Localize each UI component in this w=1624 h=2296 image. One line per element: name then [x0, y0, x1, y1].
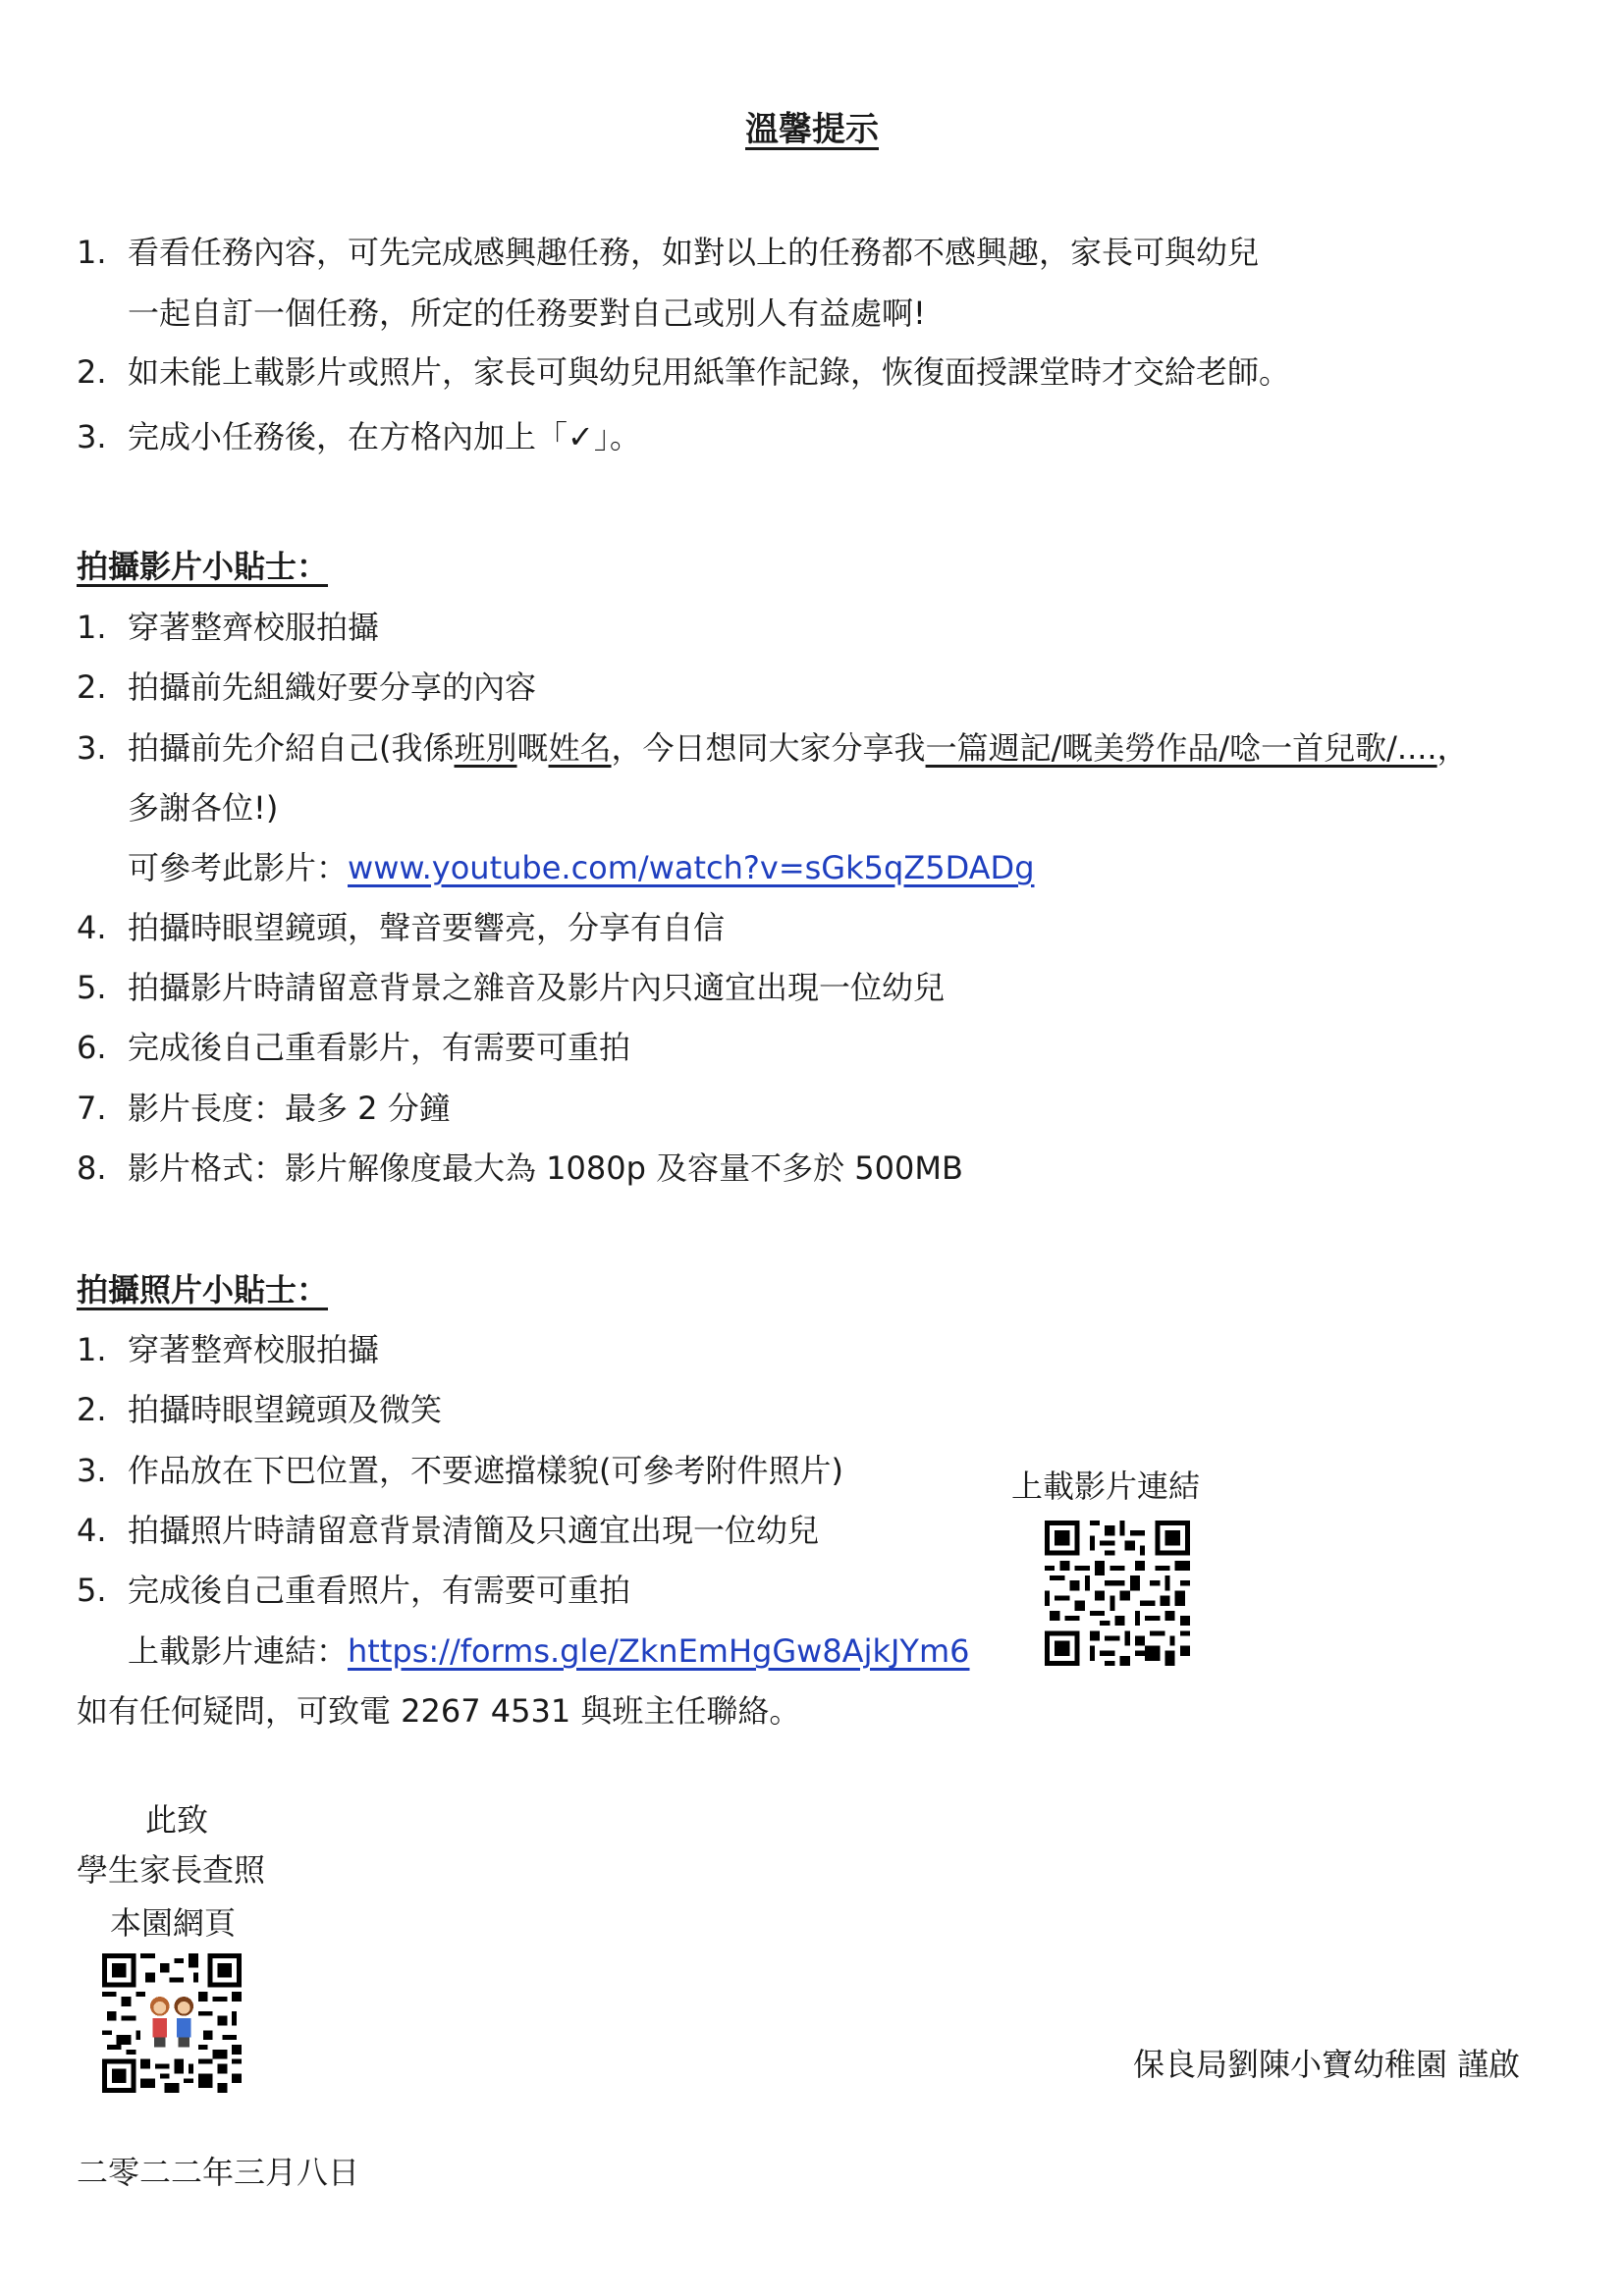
qr-upload-label: 上載影片連結 — [1011, 1468, 1201, 1505]
page-title: 溫馨提示 — [745, 110, 879, 149]
youtube-link[interactable]: www.youtube.com/watch?v=sGk5qZ5DADg — [348, 849, 1035, 886]
letter-page: 溫馨提示 1. 看看任務內容，可先完成感興趣任務，如對以上的任務都不感興趣，家長可與幼兒 一起自訂一個任務，所定的任務要對自己或別人有益處啊! 2. 如未能上載影片或照片，家長可與幼兒用紙筆作記錄，恢復面授課堂時才交給老師。 3. 完成小任務後，在方格內加上「✓」。 拍攝影片小貼士： 1. 穿著整齊校服拍攝 2. 拍攝前先組織好要分享的內容 3. 拍攝前先介紹自己(我係班別嘅姓名，今日想同大家分享我一篇週記/嘅美勞作品/唸一首兒歌/....， 多謝各位!) 可參考此影片：www.youtube.com/watch?v=sGk5qZ5DADg 4. 拍攝時眼望鏡頭，聲音要響亮，分享有自信 5. 拍攝影片時請留意背景之雜音及影片內只適宜出現一位幼兒 6. 完成後自己重看影片，有需要可重拍 7. 影片長度：最多 2 分鐘 8. 影片格式：影片解像度最大為 1080p 及容量不多於 500MB 拍攝照片小貼士： 1. 穿著整齊校服拍攝 2. 拍攝時眼望鏡頭及微笑 3. 作品放在下巴位置，不要遮擋樣貌(可參考附件照片) 4. 拍攝照片時請留意背景清簡及只適宜出現一位幼兒 5. 完成後自己重看照片，有需要可重拍 上載影片連結：https://forms.gle/ZknEmHgGw8AjkJYm6 如有任何疑問，可致電 2267 4531 與班主任聯絡。 上載影片連結 此致 學生家長查照 本園網頁 保良局劉陳小寶幼稚園 謹啟 二零二二年三月八日 — [0, 0, 1624, 2296]
webpage-label: 本園網頁 — [110, 1904, 237, 1942]
webpage-qr-code[interactable] — [102, 1953, 242, 2093]
upload-qr-code[interactable] — [1045, 1521, 1190, 1666]
photo-tips-heading: 拍攝照片小貼士： — [77, 1271, 329, 1308]
signature: 保良局劉陳小寶幼稚園 謹啟 — [1133, 2046, 1521, 2083]
contact-line: 如有任何疑問，可致電 2267 4531 與班主任聯絡。 — [77, 1692, 801, 1730]
upload-form-link[interactable]: https://forms.gle/ZknEmHgGw8AjkJYm6 — [348, 1632, 970, 1670]
salutation: 此致 — [145, 1801, 209, 1839]
date: 二零二二年三月八日 — [77, 2154, 360, 2191]
video-tips-heading: 拍攝影片小貼士： — [77, 548, 329, 585]
addressee: 學生家長查照 — [77, 1851, 266, 1889]
